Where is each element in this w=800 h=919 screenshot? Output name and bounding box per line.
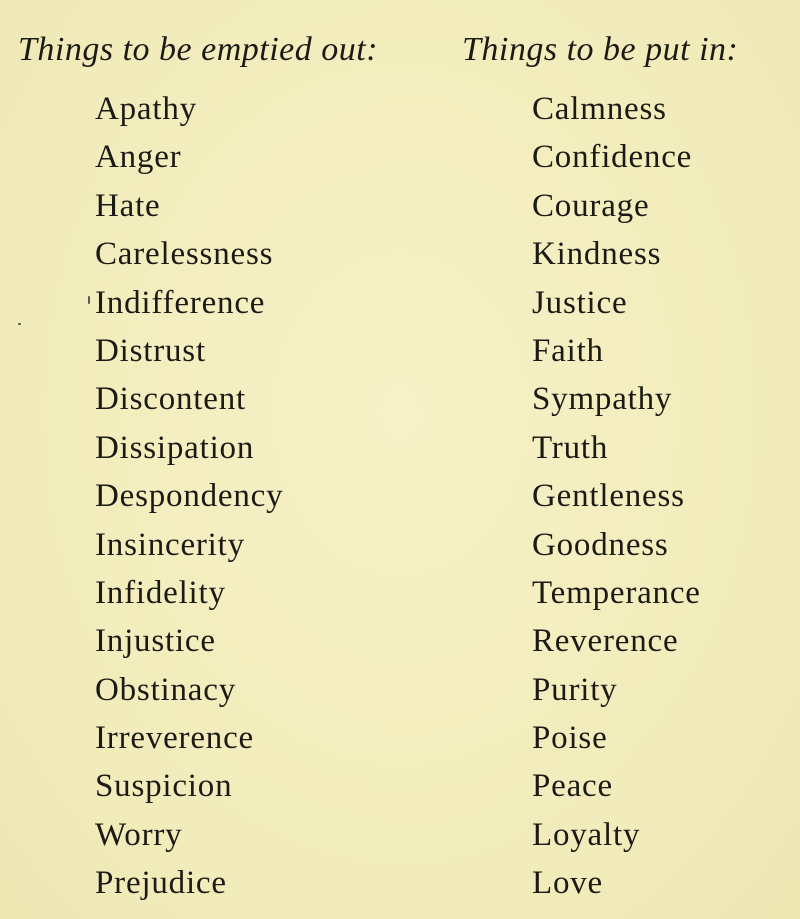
list-item: Courage <box>532 187 650 224</box>
list-item: Prejudice <box>95 865 227 902</box>
list-item: Irreverence <box>95 720 254 757</box>
list-item: Gentleness <box>532 478 685 515</box>
list-item: Discontent <box>95 381 246 418</box>
list-item: Kindness <box>532 236 662 273</box>
put-in-list <box>532 85 701 908</box>
list-item: Worry <box>95 816 183 853</box>
list-item: Hate <box>95 187 161 224</box>
list-item: Infidelity <box>95 574 226 611</box>
list-item: Insincerity <box>95 526 245 563</box>
list-item: Despondency <box>95 478 284 515</box>
list-item: Injustice <box>95 623 216 660</box>
list-item: Purity <box>532 671 618 708</box>
list-item: Indifference <box>95 284 266 321</box>
paper-speck <box>88 296 90 304</box>
list-item: Temperance <box>532 574 701 611</box>
put-in-column <box>462 30 739 902</box>
list-item: Dissipation <box>95 429 255 466</box>
list-item: Obstinacy <box>95 671 237 708</box>
list-item: Anger <box>95 139 182 176</box>
list-item: Poise <box>532 720 608 757</box>
list-item: Confidence <box>532 139 693 176</box>
list-item: Distrust <box>95 332 206 369</box>
put-in-heading: Things to be put in: <box>462 31 739 68</box>
list-item: Faith <box>532 332 604 369</box>
emptied-out-heading: Things to be emptied out: <box>18 31 379 68</box>
emptied-out-column <box>18 30 379 902</box>
list-item: Love <box>532 865 604 902</box>
list-item: Peace <box>532 768 613 805</box>
list-item: Carelessness <box>95 236 274 273</box>
emptied-out-list <box>95 85 283 908</box>
list-item: Suspicion <box>95 768 233 805</box>
list-item: Apathy <box>95 91 197 127</box>
list-item: Truth <box>532 429 609 466</box>
list-item: Reverence <box>532 623 679 660</box>
list-item: Goodness <box>532 526 669 563</box>
list-item: Justice <box>532 284 628 321</box>
list-item: Sympathy <box>532 381 673 418</box>
paper-speck <box>18 323 21 325</box>
list-item: Loyalty <box>532 816 641 853</box>
list-item: Calmness <box>532 91 667 127</box>
